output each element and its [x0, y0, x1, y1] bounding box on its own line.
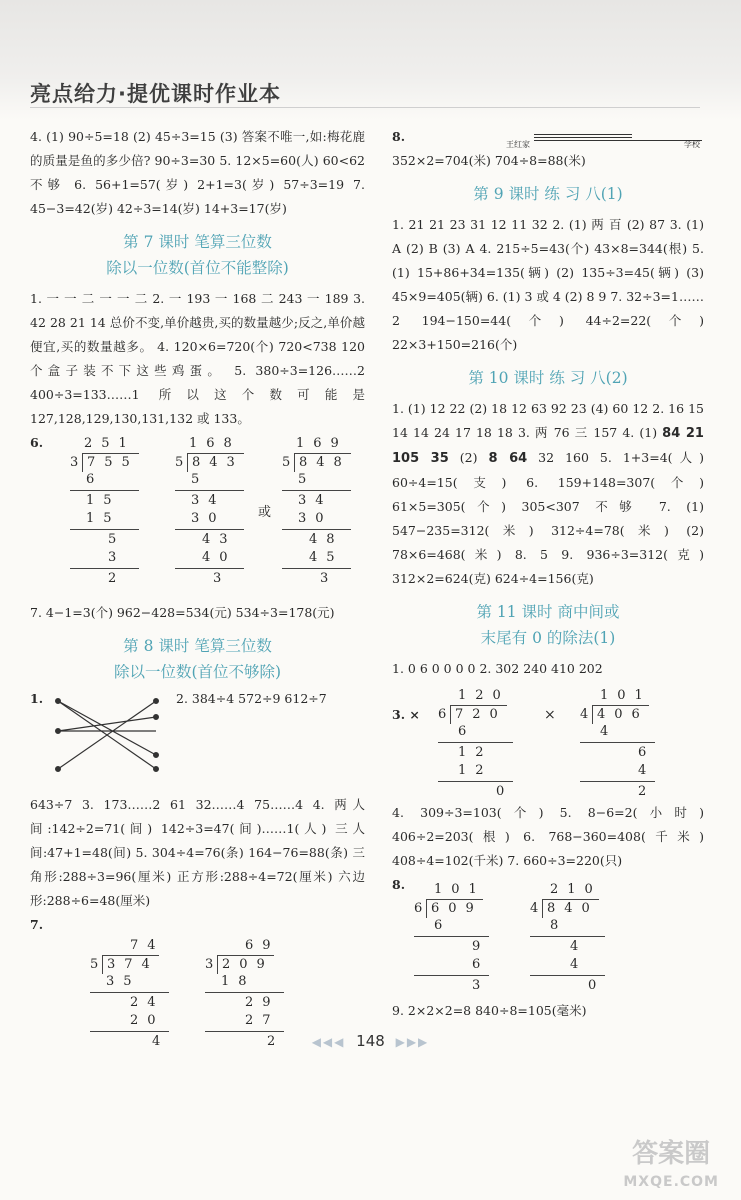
question-label: 3. ×: [392, 707, 420, 722]
step: 3: [108, 550, 126, 565]
rule-line: [282, 490, 351, 491]
lesson-10-heading: [392, 365, 704, 391]
question-label: 1.: [30, 691, 44, 706]
quotient: 120: [458, 688, 510, 703]
answer-text: (2): [448, 450, 489, 465]
remainder: 2: [108, 571, 126, 586]
answer-paragraph: 1. 0 6 0 0 0 0 2. 302 240 410 202: [392, 661, 603, 676]
step: 9: [472, 939, 490, 954]
route-line: [534, 137, 632, 138]
step: 15: [86, 493, 121, 508]
remainder: 0: [588, 978, 606, 993]
remainder: 3: [320, 571, 338, 586]
route-diagram: [506, 131, 702, 149]
step: 5: [108, 532, 126, 547]
dividend: 609: [426, 899, 483, 918]
rule-line: [580, 781, 655, 782]
rule-line: [90, 992, 169, 993]
step: 12: [458, 763, 493, 778]
quotient: 101: [600, 688, 652, 703]
answer-text: 352×2=704(米) 704÷8=88(米): [392, 153, 586, 168]
left-column: [30, 125, 365, 1049]
step: 30: [298, 511, 333, 526]
divisor: 5: [90, 957, 99, 972]
answer-paragraph: [392, 125, 704, 173]
answer-paragraph: 643÷7 3. 173……2 61 32……4 75……4 4. 两人间:142÷2=71(间) 142÷3=47(间)……1(人) 三人间:47+1=48(间) 5. 304÷4=76(条) 164−76=88(条) 三角形:288÷3=96(厘米) 正方形:288÷4=72(厘米) 六边形:288÷6=48(厘米): [30, 797, 365, 908]
step: 34: [298, 493, 333, 508]
school-label: 学校: [684, 139, 700, 149]
dividend: 843: [187, 453, 244, 472]
lesson-title-line: 第 8 课时 笔算三位数: [123, 637, 272, 655]
lesson-subtitle-line: 末尾有 0 的除法(1): [480, 629, 616, 647]
answer-paragraph: 1. 21 21 23 31 12 11 32 2. (1) 两 百 (2) 87 3. (1) A (2) B (3) A 4. 215÷5=43(个) 43×8=344(根) 5. (1) 15+86+34=135(辆) (2) 135÷3=45(辆) (3) 45×9=405(辆) 6. (1) 3 或 4 (2) 8 9 7. 32÷3=1……2 194−150=44(个) 44÷2=22(个) 22×3+150=216(个): [392, 217, 704, 352]
answer-paragraph: [392, 397, 704, 591]
divisor: 3: [205, 957, 214, 972]
lesson-title-line: 第 11 课时 商中间或: [476, 603, 620, 621]
answer-paragraph: 9. 2×2×2=8 840÷8=105(毫米): [392, 1003, 587, 1018]
long-division-2: [530, 881, 605, 995]
lesson-title-line: 第 9 课时 练 习 八(1): [473, 185, 623, 203]
divisor: 3: [70, 455, 79, 470]
long-division-1: [414, 881, 489, 995]
question-label: 8.: [392, 129, 406, 144]
step: 5: [191, 472, 209, 487]
question-label: 8.: [392, 877, 406, 892]
dividend: 755: [82, 453, 139, 472]
step: 6: [434, 918, 452, 933]
remainder: 4: [152, 1034, 170, 1049]
step: 8: [550, 918, 568, 933]
question-label: 7.: [30, 917, 44, 932]
dividend: 840: [542, 899, 599, 918]
lesson-subtitle-line: 除以一位数(首位不能整除): [106, 259, 289, 277]
division-figures-q6: [30, 435, 365, 597]
division-figures-q3: [392, 685, 704, 797]
step: 29: [245, 995, 280, 1010]
remainder: 2: [267, 1034, 285, 1049]
dividend: 848: [294, 453, 351, 472]
long-division-2: [175, 435, 244, 588]
step: 48: [309, 532, 344, 547]
step: 4: [570, 939, 588, 954]
division-figures-q8: [392, 877, 704, 995]
rule-line: [205, 992, 284, 993]
dividend: 374: [102, 955, 159, 974]
answer-text: 2. 384÷4 572÷9 612÷7: [176, 691, 327, 706]
step: 40: [202, 550, 237, 565]
remainder: 3: [472, 978, 490, 993]
answer-paragraph: 4. 309÷3=103(个) 5. 8−6=2(小时) 406÷2=203(根) 6. 768−360=408(千米) 408÷4=102(千米) 7. 660÷3=220(只): [392, 805, 704, 868]
step: 45: [309, 550, 344, 565]
dividend: 406: [592, 705, 649, 724]
rule-line: [175, 490, 244, 491]
arrows-right-icon: ▶▶▶: [395, 1035, 430, 1049]
answer-paragraph: 7. 4−1=3(个) 962−428=534(元) 534÷3=178(元): [30, 605, 335, 620]
quotient: 168: [189, 436, 241, 451]
quotient: 251: [84, 436, 136, 451]
step: 30: [191, 511, 226, 526]
rule-line: [414, 975, 489, 976]
step: 27: [245, 1013, 280, 1028]
divisor: 6: [438, 707, 447, 722]
divisor: 4: [580, 707, 589, 722]
quotient: 169: [296, 436, 348, 451]
divisor: 5: [282, 455, 291, 470]
rule-line: [438, 742, 513, 743]
quotient: 69: [245, 938, 280, 953]
rule-line: [175, 529, 244, 530]
long-division-1: [70, 435, 139, 588]
step: 5: [298, 472, 316, 487]
divisor: 5: [175, 455, 184, 470]
quotient: 101: [434, 882, 486, 897]
route-line: [534, 134, 632, 135]
answer-paragraph: 4. (1) 90÷5=18 (2) 45÷3=15 (3) 答案不唯一,如:梅花鹿的质量是鱼的多少倍? 90÷3=30 5. 12×5=60(人) 60<62 不够 6. 56+1=57(岁) 2+1=3(岁) 57÷3=19 7. 45−3=42(岁) 42÷3=14(岁) 14+3=17(岁): [30, 129, 365, 216]
arrows-left-icon: ◀◀◀: [311, 1035, 346, 1049]
long-division-2: [580, 687, 655, 801]
rule-line: [70, 490, 139, 491]
header-divider: [30, 107, 700, 108]
rule-line: [282, 529, 351, 530]
answer-text: 32 160 5. 1+3=4(人) 60÷4=15(支) 6. 159+148=307(个) 61×5=305(个) 305<307 不够 7. (1) 547−235=312(米) 312÷4=78(米) (2) 78×6=468(米) 8. 5 9. 936÷3=312(克) 312×2=624(克) 624÷4=156(克): [392, 450, 704, 586]
step: 24: [130, 995, 165, 1010]
step: 6: [472, 957, 490, 972]
long-division-3: [282, 435, 351, 588]
quotient: 210: [550, 882, 602, 897]
answer-bold: 84 21 105 35: [392, 426, 704, 466]
step: 6: [86, 472, 104, 487]
rule-line: [70, 568, 139, 569]
step: 15: [86, 511, 121, 526]
step: 4: [638, 763, 656, 778]
step: 18: [221, 974, 256, 989]
rule-line: [530, 975, 605, 976]
dividend: 209: [217, 955, 274, 974]
step: 4: [600, 724, 618, 739]
answer-paragraph: 1. 一 一 二 一 一 二 2. 一 193 一 168 二 243 一 189 3. 42 28 21 14 总价不变,单价越贵,买的数量越少;反之,单价越便宜,买的数量越多。 4. 120×6=720(个) 720<738 120 个盒子装不下这些鸡蛋。 5. 380÷3=126……2 400÷3=133……1 所以这个数可能是 127,128,129,130,131,132 或 133。: [30, 291, 365, 426]
remainder: 2: [638, 784, 656, 799]
step: 20: [130, 1013, 165, 1028]
route-line: [534, 140, 702, 141]
matching-figure: [30, 691, 365, 787]
rule-line: [282, 568, 351, 569]
rule-line: [70, 529, 139, 530]
lesson-title-line: 第 7 课时 笔算三位数: [123, 233, 272, 251]
series-title: 亮点给力·提优课时作业本: [30, 82, 281, 106]
step: 6: [638, 745, 656, 760]
dividend: 720: [450, 705, 507, 724]
rule-line: [414, 936, 489, 937]
rule-line: [438, 781, 513, 782]
watermark-main: 答案圈: [632, 1139, 711, 1169]
page-number: 148: [356, 1032, 385, 1050]
or-word: 或: [258, 505, 272, 520]
wrong-mark: ×: [544, 707, 556, 723]
quotient: 74: [130, 938, 165, 953]
step: 35: [106, 974, 141, 989]
rule-line: [580, 742, 655, 743]
step: 12: [458, 745, 493, 760]
lesson-7-heading: [30, 229, 365, 281]
lesson-8-heading: [30, 633, 365, 685]
step: 34: [191, 493, 226, 508]
answer-bold: 8 64: [488, 451, 528, 466]
division-figures-q7: [30, 917, 365, 1049]
rule-line: [175, 568, 244, 569]
step: 4: [570, 957, 588, 972]
step: 43: [202, 532, 237, 547]
watermark-sub: MXQE.COM: [623, 1174, 719, 1190]
answer-text: 1. (1) 12 22 (2) 18 12 63 92 23 (4) 60 12 2. 16 15 14 14 24 17 18 18 3. 两 76 三 157 4. (1): [392, 401, 704, 440]
page-footer: [0, 1032, 741, 1050]
divisor: 4: [530, 901, 539, 916]
right-column: [392, 125, 704, 1023]
lesson-title-line: 第 10 课时 练 习 八(2): [468, 369, 628, 387]
matching-lines-diagram: [44, 693, 164, 783]
question-label: 6.: [30, 435, 44, 450]
remainder: 0: [496, 784, 514, 799]
step: 6: [458, 724, 476, 739]
home-label: 王红家: [506, 139, 530, 149]
lesson-11-heading: [392, 599, 704, 651]
rule-line: [530, 936, 605, 937]
divisor: 6: [414, 901, 423, 916]
long-division-1: [438, 687, 513, 801]
remainder: 3: [213, 571, 231, 586]
watermark-logo: [623, 1140, 719, 1196]
lesson-9-heading: [392, 181, 704, 207]
lesson-subtitle-line: 除以一位数(首位不够除): [113, 663, 282, 681]
